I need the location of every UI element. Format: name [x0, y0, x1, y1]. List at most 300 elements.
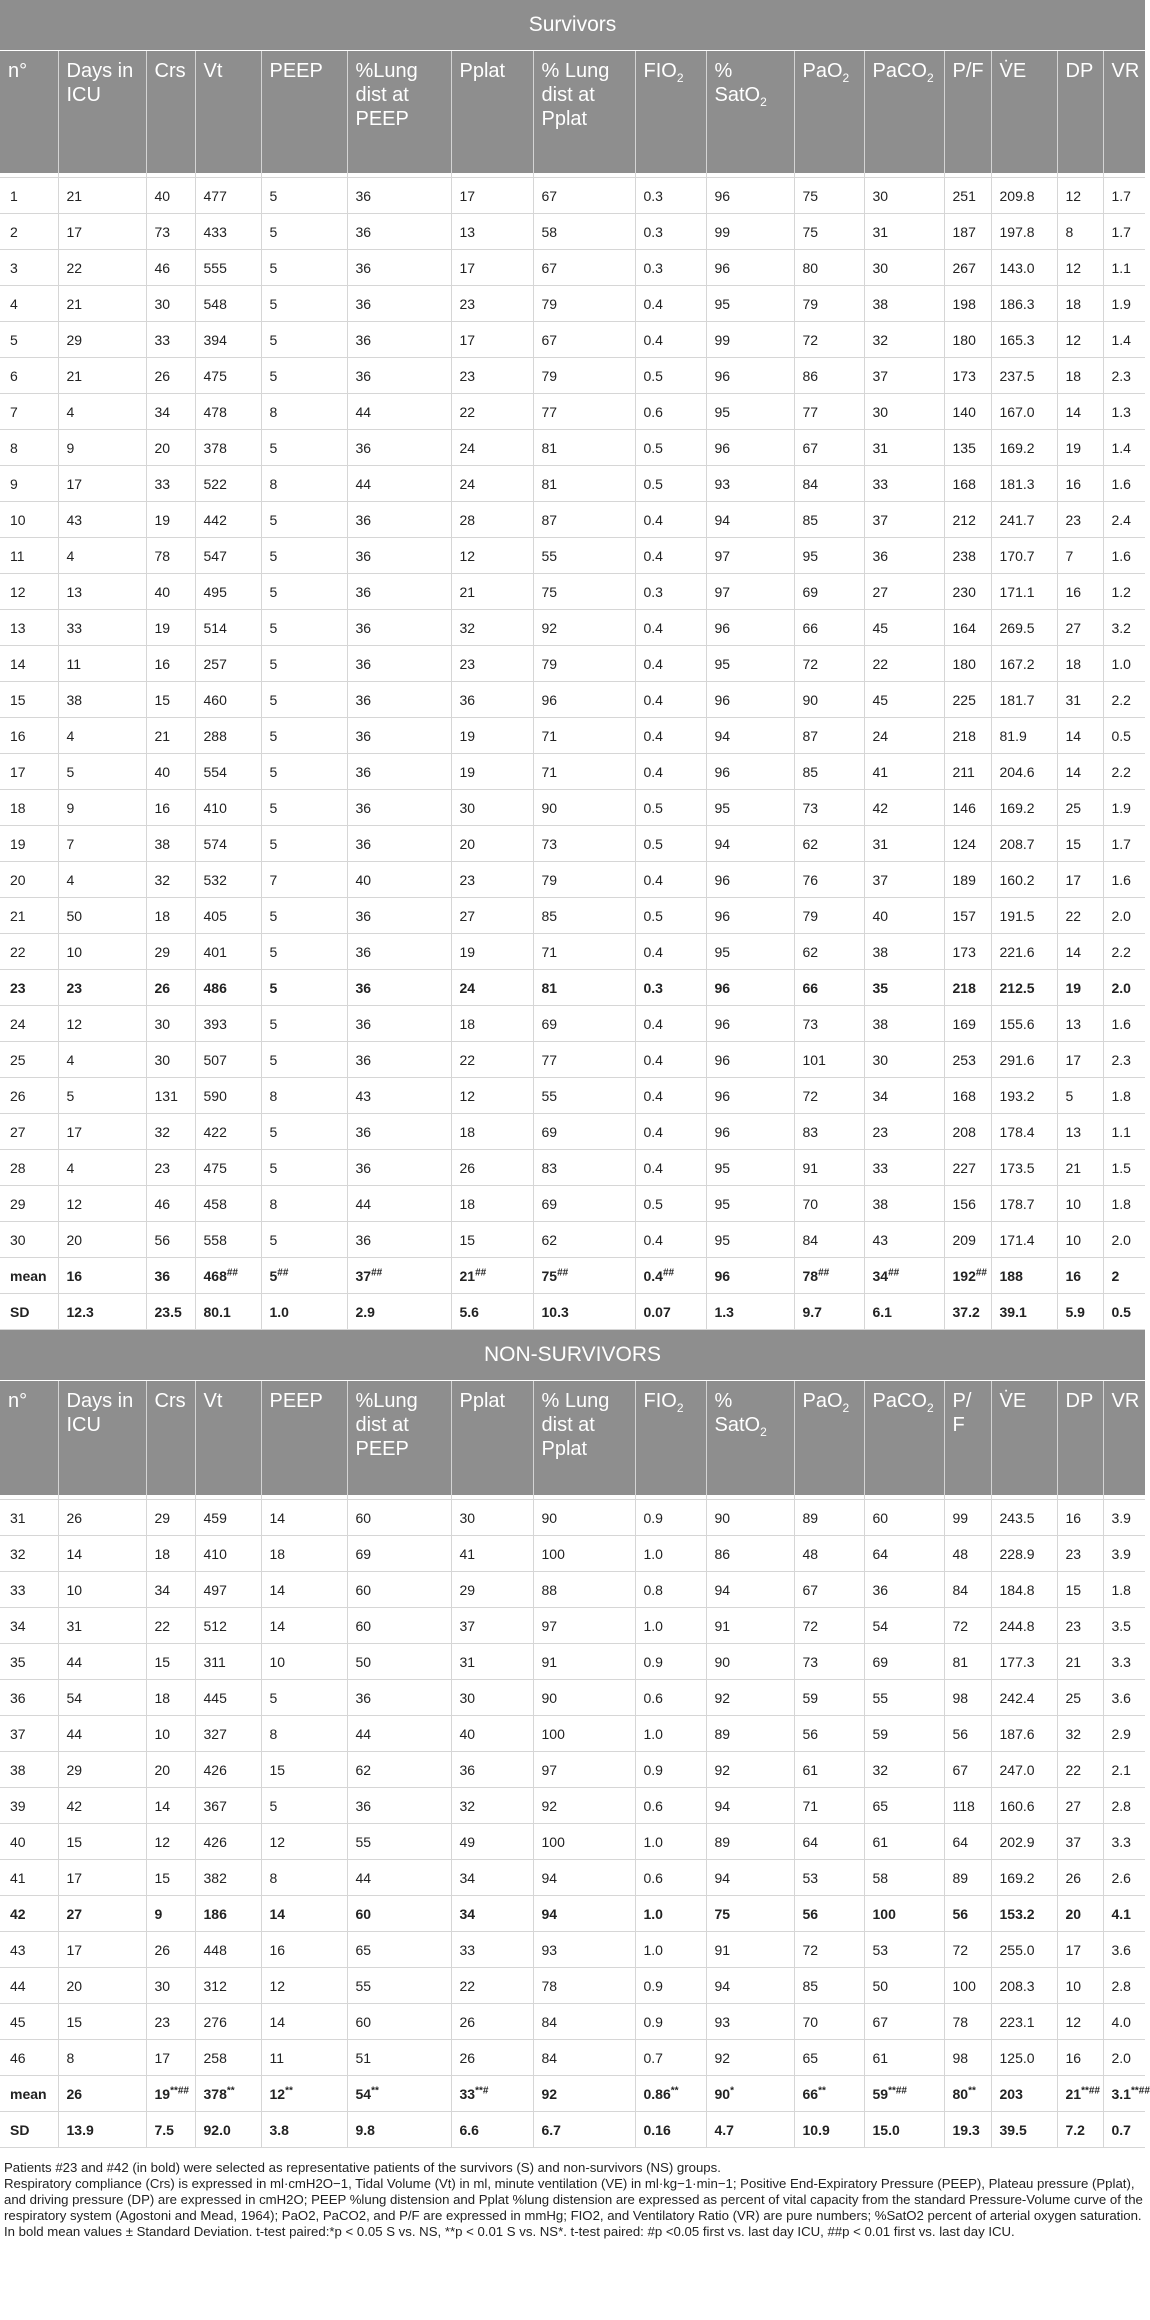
table-cell: 51: [347, 2040, 451, 2076]
table-row: [0, 1572, 1145, 1608]
table-cell: 1.0: [635, 1824, 706, 1860]
table-cell: 39: [0, 1788, 58, 1824]
table-cell: 1.8: [1103, 1078, 1145, 1114]
table-cell: 23: [146, 2004, 195, 2040]
table-cell: 11: [261, 2040, 347, 2076]
table-cell: 23: [58, 970, 146, 1006]
column-header-vt: Vt: [195, 51, 261, 174]
table-cell: 5: [261, 1788, 347, 1824]
table-cell: 44: [58, 1716, 146, 1752]
table-cell: 87: [794, 718, 864, 754]
table-cell: 15: [58, 2004, 146, 2040]
table-cell: 36: [347, 1680, 451, 1716]
column-header-lung-dist-at-peep: %Lung dist at PEEP: [347, 1381, 451, 1496]
table-cell: 37: [864, 862, 944, 898]
table-cell: 34: [0, 1608, 58, 1644]
table-cell: 90: [794, 682, 864, 718]
table-cell: 33**#: [451, 2076, 533, 2112]
table-cell: 14: [1057, 394, 1103, 430]
table-cell: 187: [944, 214, 991, 250]
table-cell: 186: [195, 1896, 261, 1932]
table-cell: 13: [1057, 1114, 1103, 1150]
table-cell: 209.8: [991, 178, 1057, 214]
table-cell: 27: [1057, 1788, 1103, 1824]
table-cell: 0.6: [635, 1680, 706, 1716]
table-cell: 40: [451, 1716, 533, 1752]
table-cell: 475: [195, 1150, 261, 1186]
table-cell: 12: [58, 1186, 146, 1222]
table-cell: 56: [794, 1896, 864, 1932]
table-cell: 23: [1057, 502, 1103, 538]
table-cell: 255.0: [991, 1932, 1057, 1968]
table-cell: 27: [0, 1114, 58, 1150]
table-row: [0, 1932, 1145, 1968]
table-cell: 23: [146, 1150, 195, 1186]
nonsurvivors-column-headers: [0, 1381, 1145, 1496]
table-cell: 13: [58, 574, 146, 610]
table-cell: 36: [347, 898, 451, 934]
table-cell: 94: [533, 1896, 635, 1932]
table-cell: 180: [944, 646, 991, 682]
table-cell: 43: [58, 502, 146, 538]
table-cell: 94: [706, 1572, 794, 1608]
table-cell: 36: [0, 1680, 58, 1716]
table-cell: 378: [195, 430, 261, 466]
table-cell: 30: [864, 250, 944, 286]
table-cell: 8: [1057, 214, 1103, 250]
table-cell: 26: [451, 2040, 533, 2076]
table-cell: 73: [794, 1644, 864, 1680]
table-cell: SD: [0, 1294, 58, 1330]
table-row: [0, 1186, 1145, 1222]
table-row: [0, 178, 1145, 214]
table-cell: 327: [195, 1716, 261, 1752]
table-cell: 140: [944, 394, 991, 430]
table-cell: 554: [195, 754, 261, 790]
table-cell: 458: [195, 1186, 261, 1222]
table-cell: 507: [195, 1042, 261, 1078]
table-cell: 65: [347, 1932, 451, 1968]
table-cell: 156: [944, 1186, 991, 1222]
table-cell: 100: [533, 1536, 635, 1572]
table-row: [0, 1752, 1145, 1788]
table-cell: 167.0: [991, 394, 1057, 430]
table-cell: 20: [146, 430, 195, 466]
table-cell: 31: [0, 1500, 58, 1536]
table-cell: 17: [1057, 862, 1103, 898]
table-cell: 19: [1057, 430, 1103, 466]
table-cell: 157: [944, 898, 991, 934]
table-cell: 5: [261, 178, 347, 214]
table-cell: 31: [864, 430, 944, 466]
table-cell: 178.4: [991, 1114, 1057, 1150]
table-cell: 37: [864, 502, 944, 538]
table-cell: 93: [533, 1932, 635, 1968]
table-cell: 0.4: [635, 538, 706, 574]
table-cell: 14: [1057, 718, 1103, 754]
table-cell: 44: [0, 1968, 58, 2004]
table-cell: 84: [794, 1222, 864, 1258]
table-cell: 99: [944, 1500, 991, 1536]
table-cell: 10: [261, 1644, 347, 1680]
table-cell: 36: [347, 502, 451, 538]
table-cell: 5: [261, 790, 347, 826]
table-cell: 91: [706, 1932, 794, 1968]
table-cell: 1.2: [1103, 574, 1145, 610]
table-cell: SD: [0, 2112, 58, 2148]
table-cell: 3.8: [261, 2112, 347, 2148]
table-row: [0, 1500, 1145, 1536]
table-cell: 97: [706, 538, 794, 574]
table-cell: 241.7: [991, 502, 1057, 538]
table-cell: 61: [794, 1752, 864, 1788]
table-cell: 36: [347, 754, 451, 790]
table-cell: 0.86**: [635, 2076, 706, 2112]
table-cell: 11: [0, 538, 58, 574]
table-cell: 31: [864, 214, 944, 250]
table-cell: 43: [0, 1932, 58, 1968]
table-cell: 34: [451, 1860, 533, 1896]
table-cell: 30: [864, 1042, 944, 1078]
table-cell: 36: [347, 430, 451, 466]
table-cell: 5: [261, 970, 347, 1006]
table-cell: 80**: [944, 2076, 991, 2112]
table-cell: 9: [0, 466, 58, 502]
table-cell: 34##: [864, 1258, 944, 1294]
table-cell: 18: [146, 898, 195, 934]
table-cell: 94: [706, 1788, 794, 1824]
table-cell: 48: [944, 1536, 991, 1572]
table-cell: 0.16: [635, 2112, 706, 2148]
table-cell: 72: [794, 1608, 864, 1644]
table-cell: 44: [58, 1644, 146, 1680]
table-cell: 55: [533, 538, 635, 574]
table-cell: 85: [794, 754, 864, 790]
table-cell: 94: [706, 1860, 794, 1896]
table-cell: 247.0: [991, 1752, 1057, 1788]
table-cell: 17: [146, 2040, 195, 2076]
table-row: [0, 1644, 1145, 1680]
table-cell: 2: [0, 214, 58, 250]
table-cell: 37: [864, 358, 944, 394]
table-cell: 46: [146, 250, 195, 286]
table-cell: 30: [451, 1500, 533, 1536]
table-cell: 2.4: [1103, 502, 1145, 538]
table-cell: 72: [944, 1608, 991, 1644]
table-cell: 78##: [794, 1258, 864, 1294]
table-cell: 2.0: [1103, 2040, 1145, 2076]
column-header-vt: Vt: [195, 1381, 261, 1496]
table-cell: 276: [195, 2004, 261, 2040]
table-cell: 36: [347, 1222, 451, 1258]
table-cell: 14: [1057, 754, 1103, 790]
table-cell: 3.9: [1103, 1500, 1145, 1536]
table-cell: 93: [706, 466, 794, 502]
table-cell: 17: [0, 754, 58, 790]
table-cell: 89: [706, 1824, 794, 1860]
table-cell: 2.9: [1103, 1716, 1145, 1752]
table-cell: 1.0: [261, 1294, 347, 1330]
table-cell: 3.5: [1103, 1608, 1145, 1644]
table-cell: 10: [1057, 1186, 1103, 1222]
table-cell: 2.0: [1103, 898, 1145, 934]
table-cell: 99: [706, 322, 794, 358]
table-cell: 547: [195, 538, 261, 574]
table-cell: 16: [1057, 1258, 1103, 1294]
table-cell: 218: [944, 970, 991, 1006]
table-cell: 13: [0, 610, 58, 646]
table-cell: 203: [991, 2076, 1057, 2112]
table-cell: 92.0: [195, 2112, 261, 2148]
table-cell: 28: [0, 1150, 58, 1186]
table-cell: 153.2: [991, 1896, 1057, 1932]
table-row: [0, 610, 1145, 646]
table-cell: 14: [261, 1896, 347, 1932]
table-cell: 12: [0, 574, 58, 610]
table-cell: 36: [347, 250, 451, 286]
table-cell: 9: [58, 790, 146, 826]
table-cell: 48: [794, 1536, 864, 1572]
table-cell: 37: [1057, 1824, 1103, 1860]
table-cell: 56: [944, 1896, 991, 1932]
table-row: [0, 538, 1145, 574]
table-cell: 56: [944, 1716, 991, 1752]
table-cell: 36: [347, 214, 451, 250]
table-cell: 12: [146, 1824, 195, 1860]
table-cell: 33: [451, 1932, 533, 1968]
table-cell: 71: [533, 934, 635, 970]
table-cell: 0.5: [635, 826, 706, 862]
table-cell: 16: [1057, 574, 1103, 610]
table-cell: 0.5: [1103, 718, 1145, 754]
table-cell: 55: [347, 1824, 451, 1860]
table-cell: 227: [944, 1150, 991, 1186]
table-cell: 22: [451, 1042, 533, 1078]
table-cell: 67: [864, 2004, 944, 2040]
table-cell: 6.7: [533, 2112, 635, 2148]
table-cell: 44: [347, 394, 451, 430]
column-header-p-f: P/ F: [944, 1381, 991, 1496]
table-cell: 125.0: [991, 2040, 1057, 2076]
table-cell: 8: [261, 466, 347, 502]
table-cell: 45: [864, 682, 944, 718]
table-cell: 96: [706, 862, 794, 898]
table-cell: 180: [944, 322, 991, 358]
table-cell: 21: [58, 358, 146, 394]
table-cell: 532: [195, 862, 261, 898]
table-cell: 59: [864, 1716, 944, 1752]
table-cell: 40: [0, 1824, 58, 1860]
table-cell: 96: [706, 430, 794, 466]
table-row: [0, 1896, 1145, 1932]
table-cell: 31: [1057, 682, 1103, 718]
table-row: [0, 574, 1145, 610]
table-cell: 10: [146, 1716, 195, 1752]
table-cell: 33: [864, 466, 944, 502]
table-cell: 33: [58, 610, 146, 646]
table-cell: 171.4: [991, 1222, 1057, 1258]
table-cell: 75: [706, 1896, 794, 1932]
table-cell: 42: [58, 1788, 146, 1824]
table-cell: 26: [1057, 1860, 1103, 1896]
table-cell: 33: [0, 1572, 58, 1608]
table-cell: 12: [451, 1078, 533, 1114]
table-cell: 80.1: [195, 1294, 261, 1330]
table-cell: 26: [451, 1150, 533, 1186]
table-cell: 79: [794, 898, 864, 934]
table-cell: 18: [146, 1680, 195, 1716]
table-cell: 5: [58, 1078, 146, 1114]
table-cell: 178.7: [991, 1186, 1057, 1222]
table-cell: 25: [1057, 790, 1103, 826]
table-cell: 17: [58, 466, 146, 502]
table-cell: 37: [451, 1608, 533, 1644]
table-cell: 94: [706, 718, 794, 754]
table-cell: 45: [0, 2004, 58, 2040]
table-row: [0, 1824, 1145, 1860]
table-cell: 2.0: [1103, 970, 1145, 1006]
table-cell: 36: [347, 718, 451, 754]
table-cell: 18: [1057, 286, 1103, 322]
table-cell: 94: [706, 1968, 794, 2004]
table-cell: 1.9: [1103, 286, 1145, 322]
table-cell: 27: [864, 574, 944, 610]
table-cell: 5: [261, 322, 347, 358]
table-cell: 228.9: [991, 1536, 1057, 1572]
table-cell: 54**: [347, 2076, 451, 2112]
column-header-paco2: PaCO$_2$: [864, 1381, 944, 1496]
table-cell: 15: [0, 682, 58, 718]
table-cell: 73: [146, 214, 195, 250]
table-cell: 67: [944, 1752, 991, 1788]
table-cell: 83: [794, 1114, 864, 1150]
table-cell: 12: [261, 1824, 347, 1860]
table-cell: 96: [706, 682, 794, 718]
table-cell: mean: [0, 1258, 58, 1294]
table-cell: 71: [533, 718, 635, 754]
table-cell: 70: [794, 2004, 864, 2040]
table-cell: 5: [261, 538, 347, 574]
table-cell: 0.4: [635, 1114, 706, 1150]
table-cell: 23.5: [146, 1294, 195, 1330]
table-cell: 7: [58, 826, 146, 862]
table-cell: 3.6: [1103, 1932, 1145, 1968]
table-cell: 61: [864, 1824, 944, 1860]
table-cell: 53: [794, 1860, 864, 1896]
table-cell: 212: [944, 502, 991, 538]
table-cell: 44: [347, 1860, 451, 1896]
table-cell: 20: [451, 826, 533, 862]
table-cell: 14: [261, 1608, 347, 1644]
table-cell: 44: [347, 1186, 451, 1222]
column-header-lung-dist-at-pplat: % Lung dist at Pplat: [533, 51, 635, 174]
table-cell: 18: [1057, 358, 1103, 394]
table-cell: 12**: [261, 2076, 347, 2112]
table-cell: 30: [451, 790, 533, 826]
table-cell: 30: [146, 1042, 195, 1078]
table-cell: 58: [533, 214, 635, 250]
column-header-vr: VR: [1103, 51, 1145, 174]
table-cell: 96: [706, 970, 794, 1006]
table-cell: 5: [261, 502, 347, 538]
table-cell: 1.7: [1103, 178, 1145, 214]
table-cell: 32: [451, 1788, 533, 1824]
table-cell: 23: [451, 286, 533, 322]
table-cell: 61: [864, 2040, 944, 2076]
table-cell: 16: [146, 646, 195, 682]
table-cell: 36: [451, 682, 533, 718]
table-cell: 36: [347, 178, 451, 214]
table-cell: 2.9: [347, 1294, 451, 1330]
table-cell: 31: [864, 826, 944, 862]
table-cell: 44: [347, 1716, 451, 1752]
table-cell: 54: [58, 1680, 146, 1716]
table-cell: 208.3: [991, 1968, 1057, 2004]
table-cell: 555: [195, 250, 261, 286]
table-cell: 30: [146, 1968, 195, 2004]
table-cell: 30: [146, 286, 195, 322]
table-cell: 291.6: [991, 1042, 1057, 1078]
table-cell: 37.2: [944, 1294, 991, 1330]
table-cell: 71: [794, 1788, 864, 1824]
table-cell: 18: [146, 1536, 195, 1572]
table-cell: 0.4: [635, 1006, 706, 1042]
table-cell: 0.9: [635, 1752, 706, 1788]
table-row: [0, 898, 1145, 934]
column-header-paco2: PaCO$_2$: [864, 51, 944, 174]
table-cell: 95: [706, 1150, 794, 1186]
table-cell: 4: [58, 394, 146, 430]
table-cell: 46: [146, 1186, 195, 1222]
table-cell: 225: [944, 682, 991, 718]
table-cell: 99: [706, 214, 794, 250]
table-cell: 67: [533, 322, 635, 358]
table-row: [0, 934, 1145, 970]
table-cell: 165.3: [991, 322, 1057, 358]
column-header-dp: DP: [1057, 51, 1103, 174]
table-cell: 69: [533, 1114, 635, 1150]
table-cell: 29: [451, 1572, 533, 1608]
table-cell: 1.0: [635, 1716, 706, 1752]
table-cell: 20: [58, 1222, 146, 1258]
table-cell: 514: [195, 610, 261, 646]
table-cell: 22: [1057, 1752, 1103, 1788]
table-cell: 288: [195, 718, 261, 754]
table-cell: 18: [451, 1186, 533, 1222]
table-cell: 84: [794, 466, 864, 502]
table-cell: 269.5: [991, 610, 1057, 646]
survivors-group-header: [0, 0, 1145, 51]
table-cell: 1.6: [1103, 1006, 1145, 1042]
table-cell: 36: [347, 1150, 451, 1186]
table-cell: 155.6: [991, 1006, 1057, 1042]
table-cell: 4: [58, 862, 146, 898]
table-cell: 0.3: [635, 250, 706, 286]
table-cell: 393: [195, 1006, 261, 1042]
table-cell: 24: [451, 970, 533, 1006]
table-cell: 24: [0, 1006, 58, 1042]
table-cell: 92: [533, 610, 635, 646]
table-cell: 169.2: [991, 790, 1057, 826]
table-cell: 78: [944, 2004, 991, 2040]
table-cell: 5: [261, 1222, 347, 1258]
table-cell: 79: [794, 286, 864, 322]
table-cell: 311: [195, 1644, 261, 1680]
table-cell: 0.9: [635, 1500, 706, 1536]
table-cell: 6: [0, 358, 58, 394]
table-cell: 187.6: [991, 1716, 1057, 1752]
table-cell: 4: [0, 286, 58, 322]
